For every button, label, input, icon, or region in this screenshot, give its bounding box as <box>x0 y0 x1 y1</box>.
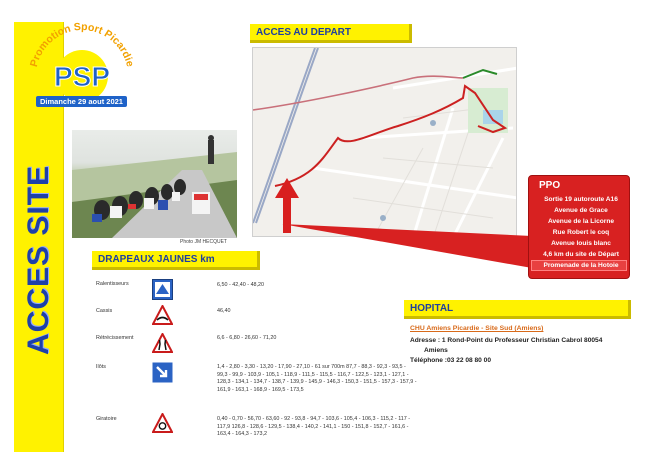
ppo-pointer <box>282 222 532 272</box>
row-label: Ilôts <box>96 364 106 370</box>
event-date: Dimanche 29 aout 2021 <box>36 96 127 107</box>
photo-caption: Photo JM HECQUET <box>180 239 227 245</box>
speed-bump-sign-icon <box>152 279 173 300</box>
side-title: ACCES SITE <box>22 164 55 356</box>
ppo-line: Rue Robert le coq <box>552 229 610 236</box>
row-label: Ralentisseurs <box>96 281 129 287</box>
cyclists-photo <box>72 130 237 238</box>
ppo-line: Avenue de Grace <box>554 207 608 214</box>
ppo-box <box>528 175 630 279</box>
row-label: Rétrécissement <box>96 335 134 341</box>
hospital-phone: Téléphone :03 22 08 80 00 <box>410 357 491 364</box>
acces-title: ACCES AU DEPART <box>250 24 412 43</box>
drapeaux-title: DRAPEAUX JAUNES km <box>92 251 260 270</box>
row-values: 46,40 <box>217 308 231 314</box>
logo-initials: PSP <box>53 61 111 92</box>
hopital-title: HOPITAL <box>404 300 631 319</box>
hospital-address: Adresse : 1 Rond-Point du Professeur Christian Cabrol 80054 <box>410 337 603 344</box>
row-values: 6,6 - 6,80 - 26,60 - 71,20 <box>217 335 277 341</box>
hospital-name: CHU Amiens Picardie - Site Sud (Amiens) <box>410 325 544 332</box>
ppo-title: PPO <box>539 180 561 191</box>
logo-arc-text: Promotion Sport Picardie <box>28 20 136 69</box>
ppo-line: Avenue louis blanc <box>551 240 611 247</box>
row-label: Giratoire <box>96 416 117 422</box>
row-values: 1,4 - 2,80 - 3,30 - 13,20 - 17,90 - 27,10 - 61 sur 700m 87,7 - 88,3 - 92,3 - 93,5 - 99,3 - 99,9 - 103,9 - 105,1 - 118,9 - 111,5 - 115,5 - 116,7 - 122,5 - 123,1 - 127,1 - 128,3 - 134,1 - 134,7 - 138,7 - 139,9 - 145,9 - 146,3 - 150,3 - 151,5 - 157,3 - 157,9 - 161,9 - 163,1 - 168,9 - 169,5 - 173,5 <box>217 364 417 393</box>
row-values: 6,50 - 42,40 - 48,20 <box>217 282 265 288</box>
road-narrows-sign-icon <box>152 333 173 354</box>
ppo-line: 4,6 km du site de Départ <box>543 251 619 258</box>
access-map <box>252 47 517 237</box>
ppo-line: Sortie 19 autoroute A16 <box>544 196 618 203</box>
ppo-line: Avenue de la Licorne <box>547 218 615 225</box>
ppo-line: Promenade de la Hotoie <box>543 262 619 269</box>
row-label: Cassis <box>96 308 113 314</box>
dip-warning-sign-icon <box>152 305 173 326</box>
roundabout-sign-icon <box>152 413 173 434</box>
row-values: 0,40 - 0,70 - 56,70 - 63,60 - 92 - 93,8 - 94,7 - 103,6 - 105,4 - 106,3 - 115,2 - 117 - 117,9 126,8 - 128,6 - 129,5 - 138,4 - 140,2 - 141,1 - 150 - 151,8 - 152,7 - 161,6 - 163,4 - 164,3 - 173,2 <box>217 416 411 438</box>
keep-right-sign-icon <box>152 362 173 383</box>
hospital-city: Amiens <box>424 347 448 354</box>
